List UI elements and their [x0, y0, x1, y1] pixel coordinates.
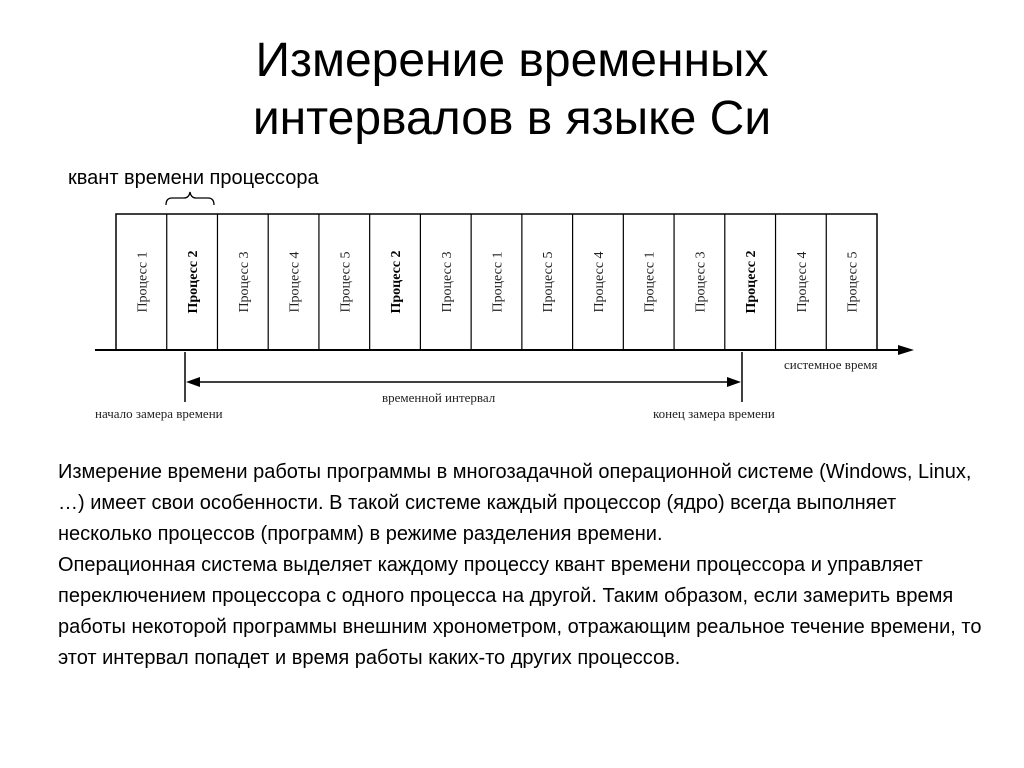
quantum-brace [166, 192, 214, 205]
process-slice-label: Процесс 4 [287, 251, 303, 313]
process-slice-label: Процесс 3 [693, 251, 709, 313]
process-slices [116, 214, 877, 350]
process-slice-label: Процесс 1 [135, 251, 151, 313]
start-label: начало замера времени [95, 406, 223, 421]
process-slice-label: Процесс 2 [744, 250, 760, 314]
process-slice-label: Процесс 5 [541, 251, 557, 313]
process-slice-label: Процесс 1 [490, 251, 506, 313]
quantum-label: квант времени процессора [68, 167, 319, 189]
axis-label: системное время [784, 357, 878, 372]
time-axis-arrowhead [898, 345, 914, 355]
end-label: конец замера времени [653, 406, 775, 421]
process-slice-label: Процесс 3 [236, 251, 252, 313]
interval-label: временной интервал [382, 390, 496, 405]
process-slice-label: Процесс 2 [186, 250, 202, 314]
body-paragraph-2: Операционная система выделяет каждому процессу квант времени процессора и управляет переключением процессора с одного процесса на другой. Таким образом, если замерить время работы некоторой программы внешним хронометром, отражающим реальное течение времени, то этот интервал попадет и время работы каких-то других процессов. [58, 554, 982, 669]
process-slice-label: Процесс 1 [642, 251, 658, 313]
process-slice-label: Процесс 4 [591, 251, 607, 313]
slide-title-line-1: Измерение временных [255, 34, 769, 87]
interval-arrow-left-head [186, 377, 200, 387]
process-slice-label: Процесс 2 [389, 250, 405, 314]
process-slice-label: Процесс 4 [794, 251, 810, 313]
process-slice-label: Процесс 3 [439, 251, 455, 313]
body-text [58, 457, 988, 674]
body-paragraph-1: Измерение времени работы программы в многозадачной операционной системе (Windows, Linux, …) имеет свои особенности. В такой системе каждый процессор (ядро) всегда выполняет несколько процессов (программ) в режиме разделения времени. [58, 461, 972, 545]
slide-title-line-2: интервалов в языке Си [252, 92, 772, 145]
interval-arrow-right-head [727, 377, 741, 387]
process-slice-label: Процесс 5 [338, 251, 354, 313]
process-slice-label: Процесс 5 [845, 251, 861, 313]
